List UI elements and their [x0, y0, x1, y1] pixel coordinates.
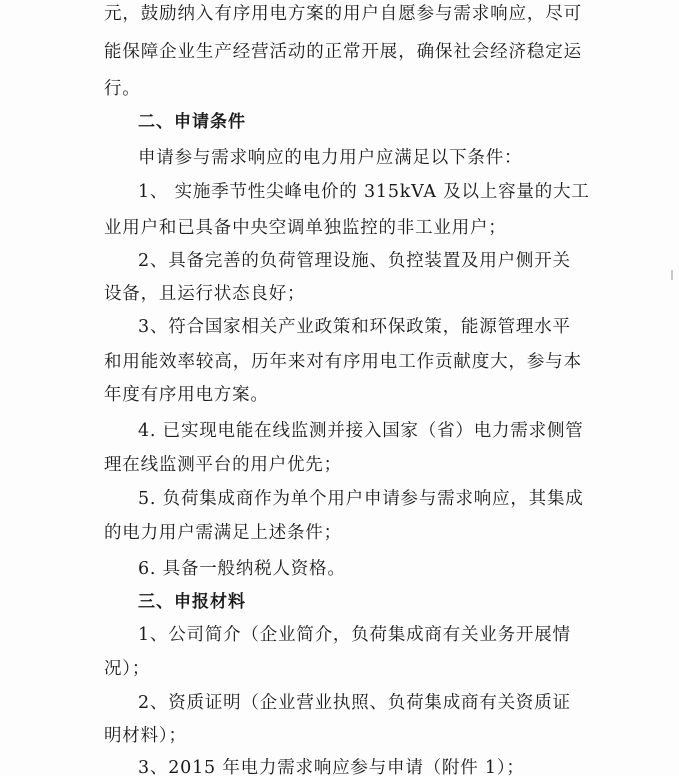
text-line: 2、资质证明（企业营业执照、负荷集成商有关资质证: [138, 693, 571, 713]
text-line: 业用户和已具备中央空调单独监控的非工业用户；: [104, 218, 507, 238]
text-line: 明材料）；: [104, 726, 187, 746]
text-line: 和用能效率较高，历年来对有序用电工作贡献度大，参与本: [104, 352, 582, 372]
text-line: 行。: [104, 79, 141, 99]
text-line: 4. 已实现电能在线监测并接入国家（省）电力需求侧管: [138, 421, 584, 441]
text-line: 申请参与需求响应的电力用户应满足以下条件：: [138, 148, 523, 168]
text-line: 年度有序用电方案。: [104, 385, 269, 405]
section-heading: 二、申请条件: [138, 112, 246, 132]
text-line: 1、公司简介（企业简介，负荷集成商有关业务开展情: [138, 625, 571, 645]
text-line: 5. 负荷集成商作为单个用户申请参与需求响应，其集成: [138, 489, 584, 509]
section-heading: 三、申报材料: [138, 592, 246, 612]
text-line: 2、具备完善的负荷管理设施、负控装置及用户侧开关: [138, 251, 571, 271]
text-line: 3、2015 年电力需求响应参与申请（附件 1）；: [138, 758, 525, 776]
text-line: 的电力用户需满足上述条件；: [104, 523, 342, 543]
text-line: 6. 具备一般纳税人资格。: [138, 559, 346, 579]
text-line: 况）；: [104, 659, 151, 679]
text-line: 元，鼓励纳入有序用电方案的用户自愿参与需求响应，尽可: [104, 4, 582, 24]
text-line: 1、 实施季节性尖峰电价的 315kVA 及以上容量的大工: [138, 182, 590, 202]
text-line: 3、符合国家相关产业政策和环保政策，能源管理水平: [138, 317, 571, 337]
scan-artifact: [671, 270, 673, 280]
text-line: 理在线监测平台的用户优先；: [104, 455, 342, 475]
text-line: 设备，且运行状态良好；: [104, 284, 306, 304]
text-line: 能保障企业生产经营活动的正常开展，确保社会经济稳定运: [104, 42, 582, 62]
